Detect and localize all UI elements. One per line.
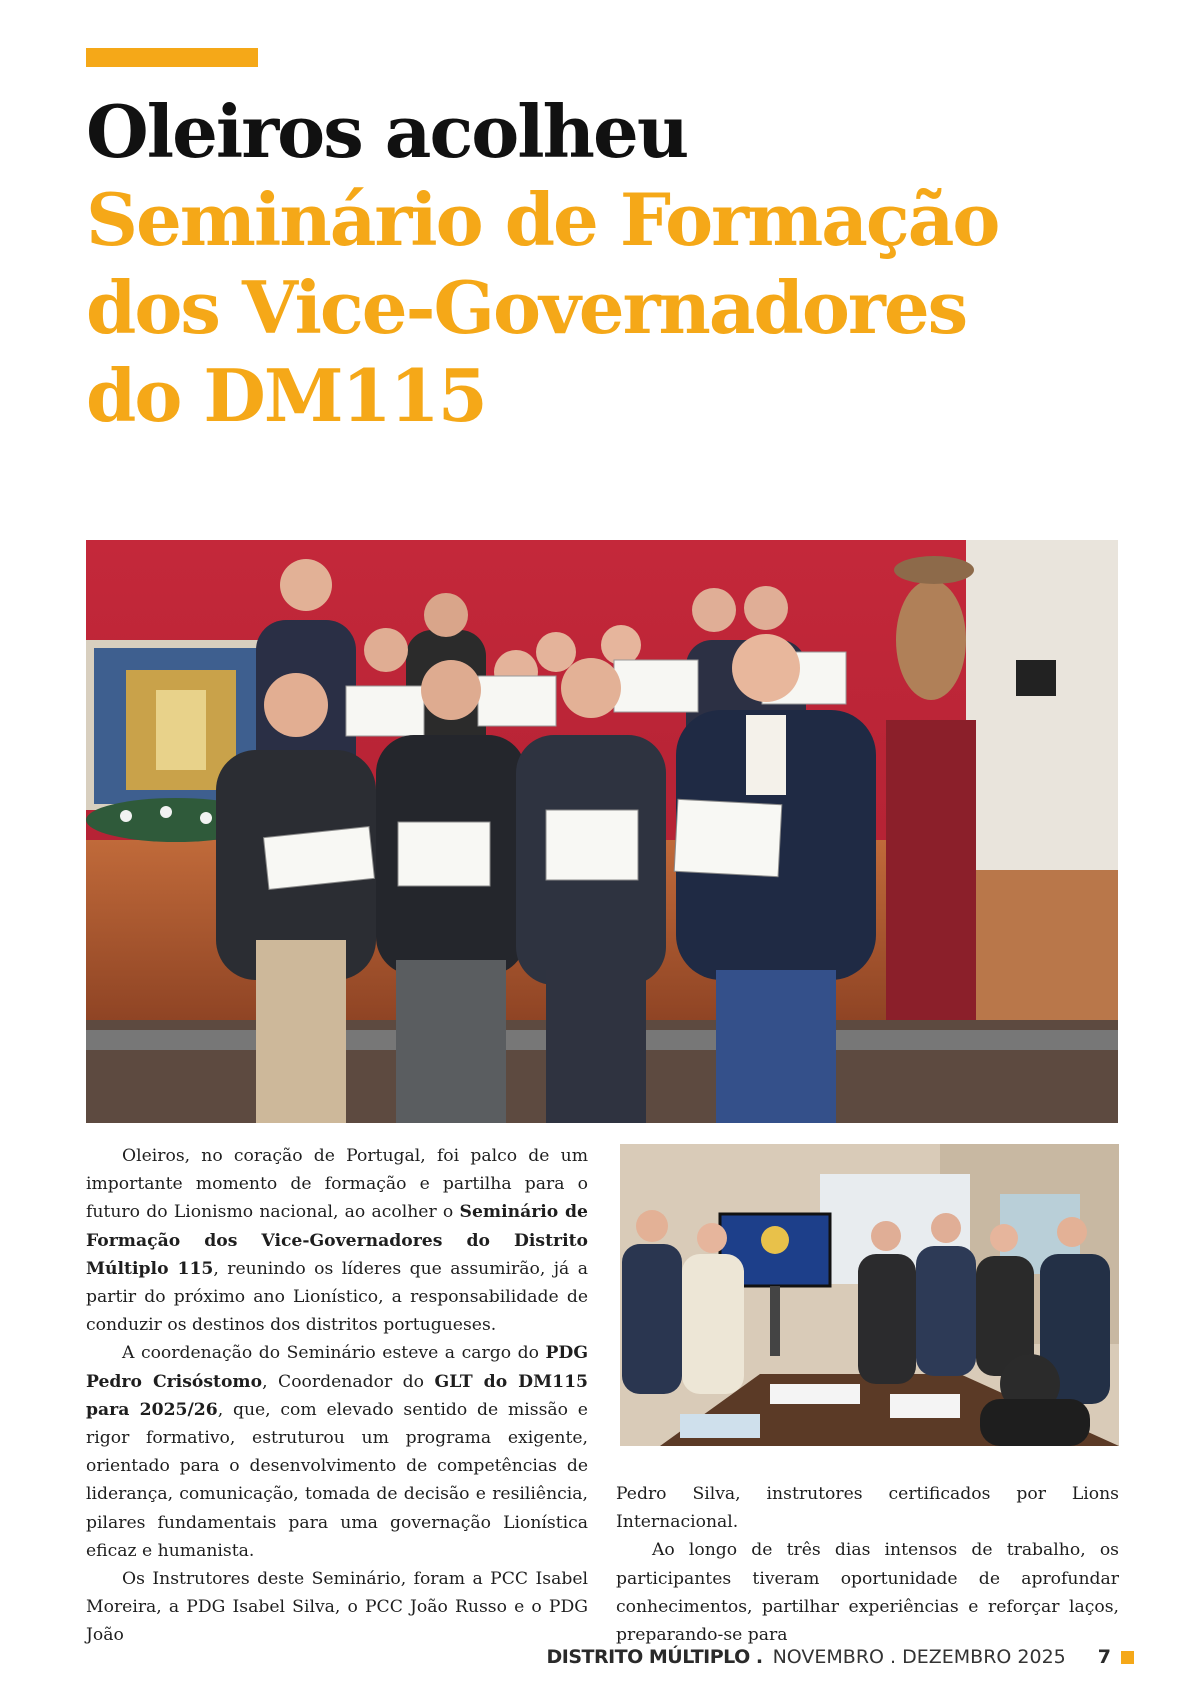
article-text: , reunindo os líderes que assumirão, já a partir do próximo ano Lionístico, a responsabilidade de conduzir os destinos dos distritos portugueses. — [86, 1258, 588, 1336]
publication-name: DISTRITO MÚLTIPLO . — [546, 1646, 763, 1668]
headline-line-1: Oleiros acolheu — [86, 89, 688, 174]
page-number: 7 — [1097, 1646, 1111, 1668]
article-bold-text: PDG Pedro Crisóstomo — [86, 1343, 588, 1392]
article-column-left — [86, 1142, 588, 1650]
article-text: Oleiros, no coração de Portugal, foi palco de um importante momento de formação e partilha para o futuro do Lionismo nacional, ao acolher o — [86, 1146, 588, 1223]
article-paragraph-4: Ao longo de três dias intensos de trabalho, os participantes tiveram oportunidade de aprofundar conhecimentos, partilhar experiências e reforçar laços, preparando-se para — [616, 1540, 1119, 1646]
article-bold-text: GLT do DM115 para 2025/26 — [86, 1371, 588, 1420]
page-footer — [546, 1645, 1134, 1669]
headline-line-3: dos Vice-Governadores — [86, 265, 967, 350]
headline-line-4: do DM115 — [86, 353, 486, 438]
article-paragraph-3-continued: Pedro Silva, instrutores certificados por Lions Internacional. — [616, 1484, 1119, 1533]
article-text: , que, com elevado sentido de missão e rigor formativo, estruturou um programa exigente, orientado para o desenvolvimento de competências de liderança, comunicação, tomada de decisão e resiliência, pilares fundamentais para uma governação Lionística eficaz e humanista. — [86, 1399, 588, 1561]
article-paragraph-1 — [86, 1142, 588, 1339]
accent-square — [1121, 1651, 1134, 1664]
group-photo — [86, 540, 1118, 1123]
article-paragraph-2 — [86, 1339, 588, 1565]
article-text: , Coordenador do — [262, 1371, 435, 1392]
headline — [86, 88, 1146, 440]
article-text: A coordenação do Seminário esteve a cargo do — [122, 1343, 546, 1364]
article-paragraph-3: Os Instrutores deste Seminário, foram a PCC Isabel Moreira, a PDG Isabel Silva, o PCC João Russo e o PDG João — [86, 1569, 588, 1646]
issue-date: NOVEMBRO . DEZEMBRO 2025 — [772, 1646, 1066, 1668]
headline-line-2: Seminário de Formação — [86, 177, 999, 262]
article-column-right — [616, 1480, 1119, 1649]
accent-bar — [86, 48, 258, 67]
article-bold-text: Seminário de Formação dos Vice-Governadores do Distrito Múltiplo 115 — [86, 1202, 588, 1279]
seminar-room-photo — [620, 1144, 1119, 1446]
